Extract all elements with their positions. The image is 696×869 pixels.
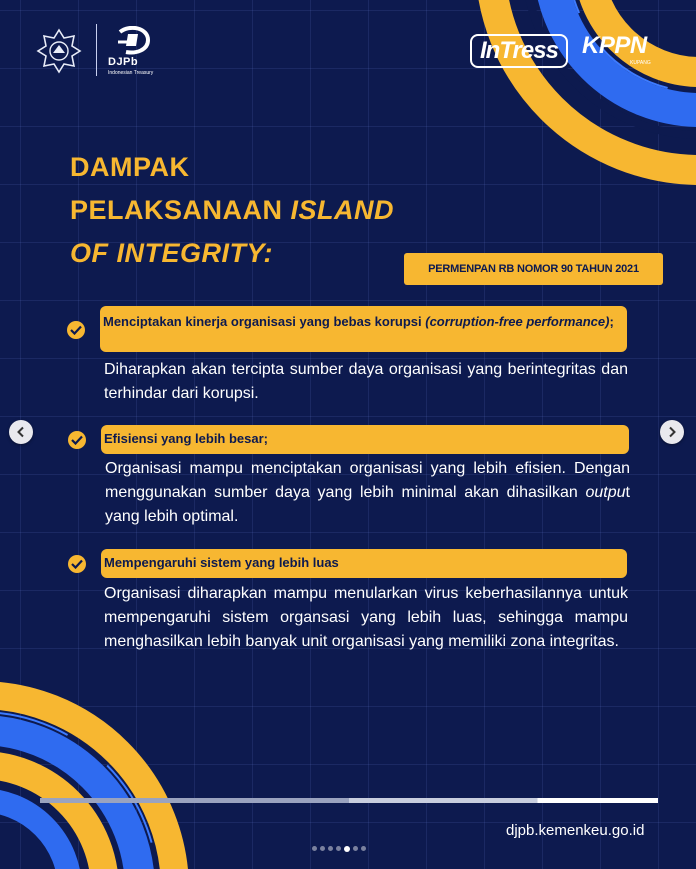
chevron-right-icon [666,426,678,438]
intress-logo: InTress [470,34,568,68]
point-2-body [105,457,630,529]
carousel-dot-3[interactable] [328,846,333,851]
next-slide-button[interactable] [660,420,684,444]
check-circle-icon [68,555,86,573]
kppn-name: KPPN [582,32,647,59]
logo-divider [96,24,97,76]
regulation-badge: PERMENPAN RB NOMOR 90 TAHUN 2021 [404,253,663,285]
kppn-location: KUPANG [630,60,651,66]
point-1-heading [100,306,627,352]
point-1-body: Diharapkan akan tercipta sumber daya organisasi yang berintegritas dan terhindar dari korupsi. [104,361,628,402]
title-line-2: PELAKSANAAN [70,195,291,225]
title-line-2-italic: ISLAND [290,195,395,225]
carousel-dot-1[interactable] [312,846,317,851]
carousel-dot-5[interactable] [344,846,350,852]
kppn-logo [582,32,682,72]
point-1-heading-suffix: ; [609,314,614,329]
slide-progress-fill [40,798,658,803]
djpb-name: DJPb [108,56,139,68]
point-2-heading [101,425,629,454]
website-url: djpb.kemenkeu.go.id [506,822,645,839]
djpb-mark-icon [116,26,152,56]
carousel-dots [312,846,366,854]
title-line-3: OF INTEGRITY: [70,238,274,268]
check-circle-icon [67,321,85,339]
chevron-left-icon [15,426,27,438]
point-3-heading-text: Mempengaruhi sistem yang lebih luas [104,555,339,570]
point-1-heading-italic: (corruption-free performance) [425,314,610,329]
point-2-body-end: t yang lebih optimal. [105,484,630,525]
point-3-heading [101,549,627,578]
carousel-dot-6[interactable] [353,846,358,851]
previous-slide-button[interactable] [9,420,33,444]
point-3-body: Organisasi diharapkan mampu menularkan virus keberhasilannya untuk mempengaruhi sistem organsasi yang lebih luas, sehingga mampu menghasilkan lebih banyak unit organisasi yang memiliki zona integritas. [104,585,628,650]
carousel-dot-7[interactable] [361,846,366,851]
check-circle-icon [68,431,86,449]
point-2-body-italic: outpu [585,484,626,501]
djpb-tagline: Indonesian Treasury [108,70,154,76]
point-1-heading-text: Menciptakan kinerja organisasi yang bebas korupsi [103,314,422,329]
page-title [70,146,394,275]
point-2-body-text: Organisasi mampu menciptakan organisasi yang lebih efisien. Dengan menggunakan sumber daya yang lebih minimal akan dihasilkan [105,460,630,501]
djpb-logo [108,26,168,78]
carousel-dot-4[interactable] [336,846,341,851]
ministry-emblem-icon [36,28,82,74]
carousel-dot-2[interactable] [320,846,325,851]
title-line-1: DAMPAK [70,152,190,182]
point-2-heading-text: Efisiensi yang lebih besar; [104,431,268,446]
slide-progress-bar [40,798,658,803]
